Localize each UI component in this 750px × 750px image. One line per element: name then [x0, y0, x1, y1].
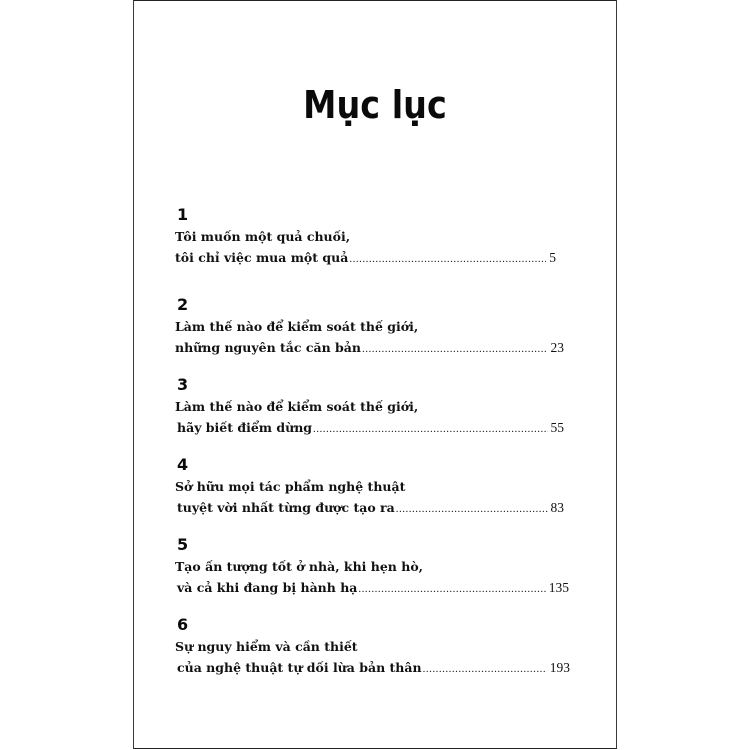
toc-entry[interactable] [175, 206, 570, 276]
page-title: Mục lục [303, 83, 447, 127]
dot-leader [362, 343, 548, 355]
page-number: 23 [550, 340, 564, 355]
page-number: 5 [549, 250, 556, 265]
toc-entry[interactable] [175, 296, 570, 366]
dot-leader [423, 663, 547, 675]
page-number: 193 [549, 660, 570, 675]
chapter-number: 5 [177, 535, 189, 554]
dot-leader [313, 423, 547, 435]
chapter-title-line-2 [175, 247, 570, 268]
page-number: 55 [550, 420, 564, 435]
chapter-title-text: những nguyên tắc căn bản [175, 340, 361, 355]
dot-leader [358, 583, 545, 595]
chapter-title-line-1: Sở hữu mọi tác phẩm nghệ thuật [175, 479, 406, 494]
dot-leader [396, 503, 548, 515]
dot-leader [349, 253, 546, 265]
chapter-title-text: và cả khi đang bị hành hạ [177, 580, 358, 595]
chapter-title-text: tôi chỉ việc mua một quả [175, 250, 349, 265]
chapter-number: 2 [177, 295, 189, 314]
toc-entry[interactable] [175, 536, 570, 606]
toc-entry[interactable] [175, 456, 570, 526]
chapter-title-line-1: Làm thế nào để kiểm soát thế giới, [175, 399, 419, 414]
chapter-title-text: của nghệ thuật tự dối lừa bản thân [177, 660, 422, 675]
page-number: 83 [550, 500, 564, 515]
chapter-number: 3 [177, 375, 189, 394]
chapter-title-line-2 [175, 337, 570, 358]
chapter-number: 6 [177, 615, 189, 634]
chapter-title-text: hãy biết điểm dừng [177, 420, 313, 435]
toc-entry[interactable] [175, 376, 570, 446]
chapter-title-line-1: Làm thế nào để kiểm soát thế giới, [175, 319, 419, 334]
chapter-title-line-2 [175, 657, 570, 678]
chapter-title-line-1: Tôi muốn một quả chuối, [175, 229, 351, 244]
book-page [133, 0, 617, 749]
chapter-title-line-2 [175, 497, 570, 518]
chapter-title-line-1: Sự nguy hiểm và cần thiết [175, 639, 358, 654]
page-number: 135 [548, 580, 569, 595]
chapter-title-text: tuyệt vời nhất từng được tạo ra [177, 500, 395, 515]
chapter-title-line-1: Tạo ấn tượng tốt ở nhà, khi hẹn hò, [175, 559, 424, 574]
chapter-title-line-2 [175, 417, 570, 438]
chapter-number: 4 [177, 455, 189, 474]
chapter-title-line-2 [175, 577, 570, 598]
toc-entry[interactable] [175, 616, 570, 686]
chapter-number: 1 [177, 205, 189, 224]
